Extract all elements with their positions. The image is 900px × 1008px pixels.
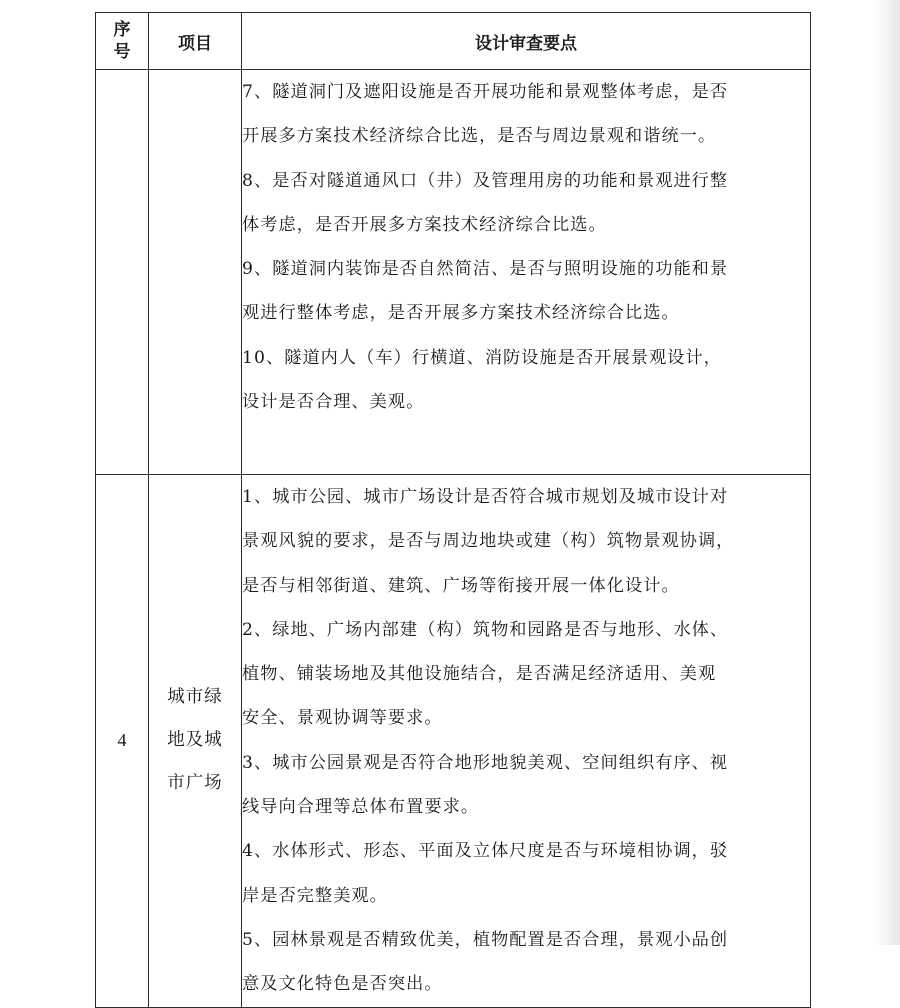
design-review-table <box>95 12 811 1008</box>
review-point-line: 植物、铺装场地及其他设施结合，是否满足经济适用、美观 <box>242 664 717 685</box>
review-point-line: 10、隧道内人（车）行横道、消防设施是否开展景观设计， <box>242 347 722 368</box>
row-item-name-line: 城市绿 <box>167 687 223 708</box>
row-number-cell <box>96 475 149 1008</box>
review-point-line: 2、绿地、广场内部建（构）筑物和园路是否与地形、水体、 <box>242 619 729 640</box>
table-row <box>96 70 811 475</box>
header-review-points: 设计审查要点 <box>242 13 811 70</box>
row-item-cell <box>149 70 242 475</box>
review-point-line: 9、隧道洞内装饰是否自然简洁、是否与照明设施的功能和景 <box>242 259 729 280</box>
row-item-name-line: 地及城 <box>167 730 223 751</box>
header-serial-number <box>96 13 149 70</box>
review-point-line: 4、水体形式、形态、平面及立体尺度是否与环境相协调，驳 <box>242 841 729 862</box>
row-review-points <box>242 70 811 475</box>
row-number-cell <box>96 70 149 475</box>
row-item-cell <box>149 475 242 1008</box>
review-point-line: 3、城市公园景观是否符合地形地貌美观、空间组织有序、视 <box>242 752 729 773</box>
review-point-line: 景观风貌的要求，是否与周边地块或建（构）筑物景观协调， <box>242 531 735 552</box>
review-point-line: 7、隧道洞门及遮阳设施是否开展功能和景观整体考虑，是否 <box>242 82 729 102</box>
table-header-row <box>96 13 811 70</box>
review-point-line: 岸是否完整美观。 <box>242 885 388 906</box>
row-item-name-line: 市广场 <box>167 773 223 794</box>
header-item: 项目 <box>149 13 242 70</box>
review-point-line: 意及文化特色是否突出。 <box>242 974 443 995</box>
review-point-line: 是否与相邻街道、建筑、广场等衔接开展一体化设计。 <box>242 575 680 596</box>
review-point-line: 开展多方案技术经济综合比选，是否与周边景观和谐统一。 <box>242 126 717 147</box>
review-point-line: 观进行整体考虑，是否开展多方案技术经济综合比选。 <box>242 303 680 324</box>
table-row <box>96 475 811 1008</box>
review-point-line: 5、园林景观是否精致优美，植物配置是否合理，景观小品创 <box>242 929 729 950</box>
review-point-line: 8、是否对隧道通风口（井）及管理用房的功能和景观进行整 <box>242 170 729 191</box>
header-serial-number-text: 序 号 <box>113 20 131 62</box>
review-point-line: 线导向合理等总体布置要求。 <box>242 797 480 818</box>
review-point-line: 安全、景观协调等要求。 <box>242 708 443 729</box>
row-review-points <box>242 475 811 1008</box>
page-edge-shadow <box>874 0 900 945</box>
review-point-line: 体考虑，是否开展多方案技术经济综合比选。 <box>242 214 607 235</box>
row-number: 4 <box>117 730 127 751</box>
review-point-line: 1、城市公园、城市广场设计是否符合城市规划及城市设计对 <box>242 487 729 507</box>
review-point-line: 设计是否合理、美观。 <box>242 392 425 413</box>
